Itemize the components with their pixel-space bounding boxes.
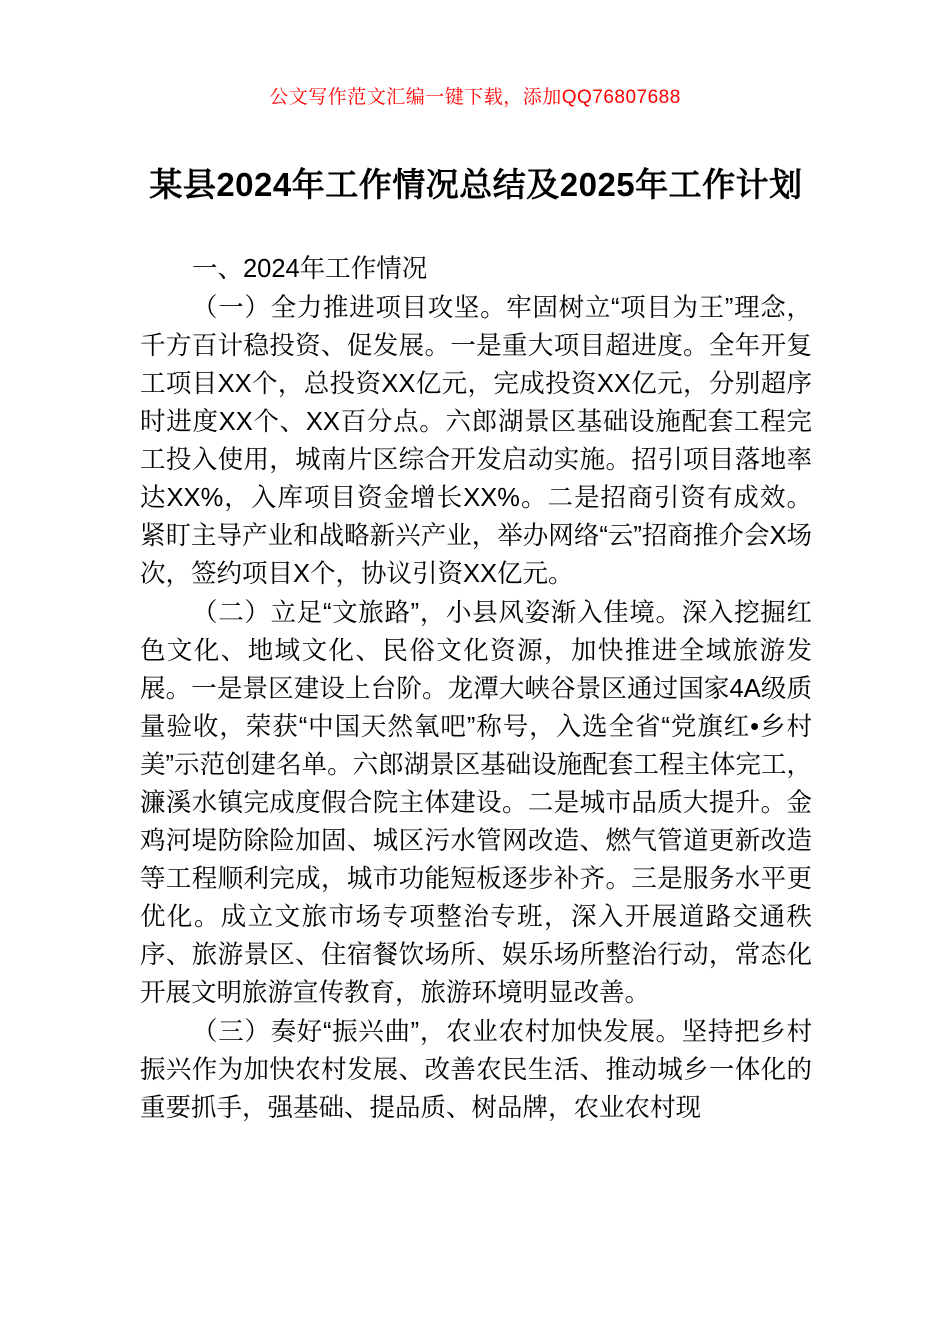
paragraph-item-2: （二）立足“文旅路”，小县风姿渐入佳境。深入挖掘红色文化、地域文化、民俗文化资源，加快推进全域旅游发展。一是景区建设上台阶。龙潭大峡谷景区通过国家4A级质量验收，荣获“中国天然氧吧”称号，入选全省“党旗红•乡村美”示范创建名单。六郎湖景区基础设施配套工程主体完工，濂溪水镇完成度假合院主体建设。二是城市品质大提升。金鸡河堤防除险加固、城区污水管网改造、燃气管道更新改造等工程顺利完成，城市功能短板逐步补齐。三是服务水平更优化。成立文旅市场专项整治专班，深入开展道路交通秩序、旅游景区、住宿餐饮场所、娱乐场所整治行动，常态化开展文明旅游宣传教育，旅游环境明显改善。 bbox=[140, 599, 812, 1007]
document-body bbox=[140, 160, 812, 1128]
paragraph-item-1: （一）全力推进项目攻坚。牢固树立“项目为王”理念，千方百计稳投资、促发展。一是重大项目超进度。全年开复工项目XX个，总投资XX亿元，完成投资XX亿元，分别超序时进度XX个、XX百分点。六郎湖景区基础设施配套工程完工投入使用，城南片区综合开发启动实施。招引项目落地率达XX%，入库项目资金增长XX%。二是招商引资有成效。紧盯主导产业和战略新兴产业，举办网络“云”招商推介会X场次，签约项目X个，协议引资XX亿元。 bbox=[140, 294, 812, 588]
paragraph-item-3: （三）奏好“振兴曲”，农业农村加快发展。坚持把乡村振兴作为加快农村发展、改善农民生活、推动城乡一体化的重要抓手，强基础、提品质、树品牌，农业农村现 bbox=[140, 1018, 812, 1122]
page-title: 某县2024年工作情况总结及2025年工作计划 bbox=[149, 166, 803, 203]
paragraph-section-heading: 一、2024年工作情况 bbox=[192, 255, 428, 283]
watermark-text: 公文写作范文汇编一键下载，添加QQ76807688 bbox=[269, 87, 681, 108]
